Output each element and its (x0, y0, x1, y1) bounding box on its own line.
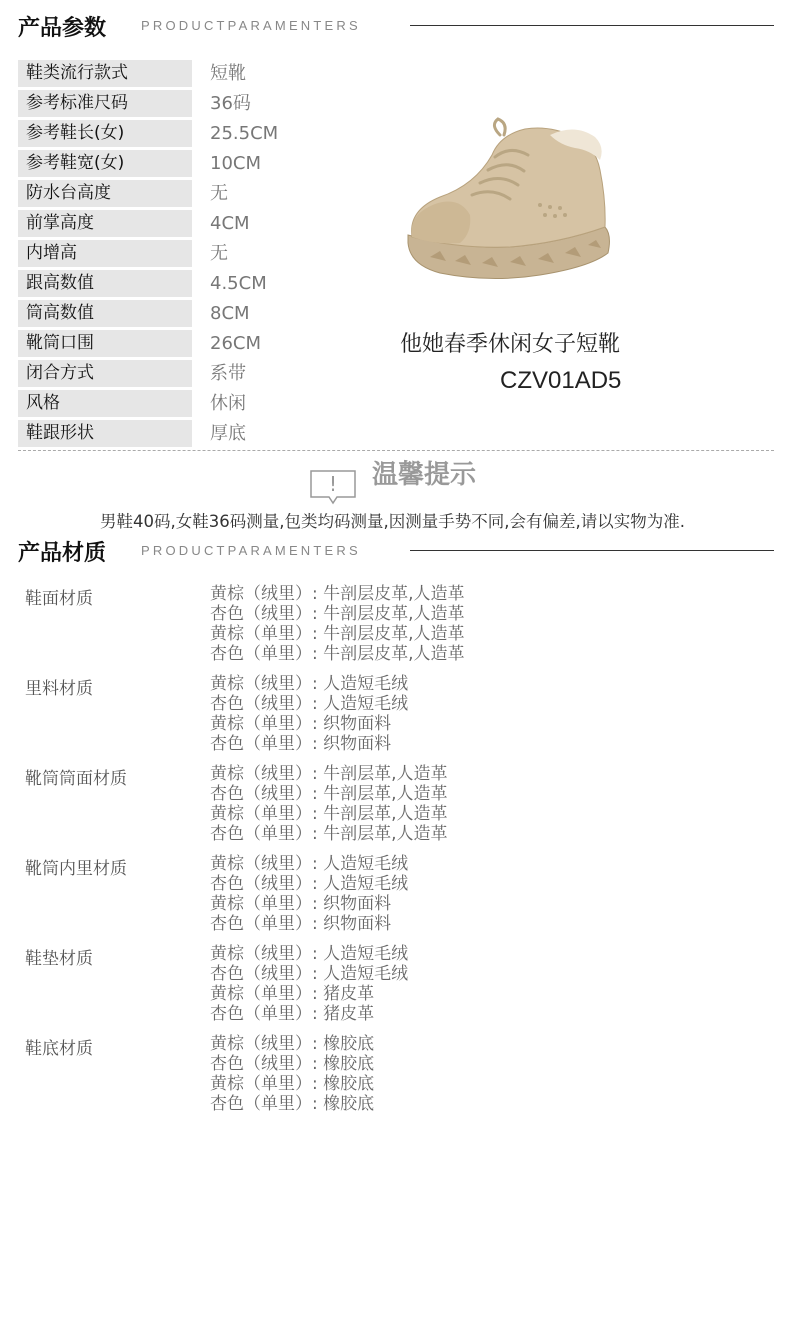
material-label: 靴筒筒面材质 (25, 769, 127, 789)
material-lines (210, 854, 408, 934)
material-line: 黄棕（绒里）: 橡胶底 (210, 1034, 375, 1054)
material-label: 鞋面材质 (25, 589, 93, 609)
spec-value: 8CM (210, 303, 250, 324)
material-line: 杏色（单里）: 橡胶底 (210, 1094, 375, 1114)
warning-speech-icon (309, 469, 357, 505)
material-label: 里料材质 (25, 679, 93, 699)
spec-label: 筒高数值 (18, 300, 192, 327)
spec-value: 26CM (210, 333, 262, 354)
material-label: 鞋垫材质 (25, 949, 93, 969)
spec-label: 闭合方式 (18, 360, 192, 387)
spec-label: 内增高 (18, 240, 192, 267)
material-line: 杏色（单里）: 织物面料 (210, 914, 392, 934)
material-line: 黄棕（单里）: 牛剖层革,人造革 (210, 804, 448, 824)
material-lines (210, 674, 408, 754)
material-section-title: 产品材质 (18, 541, 107, 566)
material-section-divider (410, 550, 774, 551)
spec-label: 跟高数值 (18, 270, 192, 297)
material-line: 黄棕（单里）: 猪皮革 (210, 984, 375, 1004)
material-section-subtitle: PRODUCTPARAMENTERS (141, 543, 361, 558)
spec-value: 36码 (210, 93, 251, 114)
spec-value: 4CM (210, 213, 250, 234)
material-line: 黄棕（单里）: 织物面料 (210, 894, 392, 914)
material-line: 杏色（绒里）: 牛剖层皮革,人造革 (210, 604, 465, 624)
material-line: 黄棕（绒里）: 牛剖层革,人造革 (210, 764, 448, 784)
material-line: 黄棕（绒里）: 人造短毛绒 (210, 944, 409, 964)
material-line: 黄棕（绒里）: 牛剖层皮革,人造革 (210, 584, 465, 604)
product-name: 他她春季休闲女子短靴 (400, 332, 621, 357)
spec-label: 防水台高度 (18, 180, 192, 207)
spec-value: 短靴 (210, 63, 246, 84)
tip-text: 男鞋40码,女鞋36码测量,包类均码测量,因测量手势不同,会有偏差,请以实物为准. (100, 512, 685, 531)
spec-value: 4.5CM (210, 273, 267, 294)
material-lines (210, 584, 465, 664)
material-line: 杏色（绒里）: 牛剖层革,人造革 (210, 784, 448, 804)
spec-value: 系带 (210, 363, 246, 384)
material-line: 杏色（绒里）: 人造短毛绒 (210, 694, 409, 714)
material-line: 黄棕（单里）: 牛剖层皮革,人造革 (210, 624, 465, 644)
material-line: 杏色（绒里）: 人造短毛绒 (210, 874, 409, 894)
material-line: 杏色（单里）: 牛剖层革,人造革 (210, 824, 448, 844)
material-line: 杏色（单里）: 猪皮革 (210, 1004, 375, 1024)
spec-value: 无 (210, 243, 228, 264)
spec-value: 10CM (210, 153, 262, 174)
spec-value: 厚底 (210, 423, 246, 444)
material-line: 杏色（绒里）: 橡胶底 (210, 1054, 375, 1074)
material-line: 黄棕（单里）: 织物面料 (210, 714, 392, 734)
dashed-divider (18, 450, 774, 451)
material-label: 靴筒内里材质 (25, 859, 127, 879)
material-line: 黄棕（单里）: 橡胶底 (210, 1074, 375, 1094)
material-line: 杏色（绒里）: 人造短毛绒 (210, 964, 409, 984)
material-line: 杏色（单里）: 牛剖层皮革,人造革 (210, 644, 465, 664)
spec-value: 25.5CM (210, 123, 279, 144)
spec-value: 休闲 (210, 393, 246, 414)
tip-icon-text: ! (328, 472, 338, 496)
spec-label: 前掌高度 (18, 210, 192, 237)
material-line: 黄棕（绒里）: 人造短毛绒 (210, 854, 409, 874)
material-lines (210, 764, 448, 844)
spec-value: 无 (210, 183, 228, 204)
spec-label: 参考标准尺码 (18, 90, 192, 117)
spec-label: 鞋类流行款式 (18, 60, 192, 87)
spec-label: 风格 (18, 390, 192, 417)
material-label: 鞋底材质 (25, 1039, 93, 1059)
spec-label: 参考鞋长(女) (18, 120, 192, 147)
spec-label: 参考鞋宽(女) (18, 150, 192, 177)
tip-title: 温馨提示 (372, 460, 477, 490)
boot-image (400, 115, 615, 295)
material-lines (210, 1034, 374, 1114)
spec-label: 靴筒口围 (18, 330, 192, 357)
product-code: CZV01AD5 (500, 367, 622, 394)
material-line: 杏色（单里）: 织物面料 (210, 734, 392, 754)
params-section-title: 产品参数 (18, 16, 107, 41)
params-section-divider (410, 25, 774, 26)
material-lines (210, 944, 408, 1024)
params-section-subtitle: PRODUCTPARAMENTERS (141, 18, 361, 33)
material-line: 黄棕（绒里）: 人造短毛绒 (210, 674, 409, 694)
spec-label: 鞋跟形状 (18, 420, 192, 447)
